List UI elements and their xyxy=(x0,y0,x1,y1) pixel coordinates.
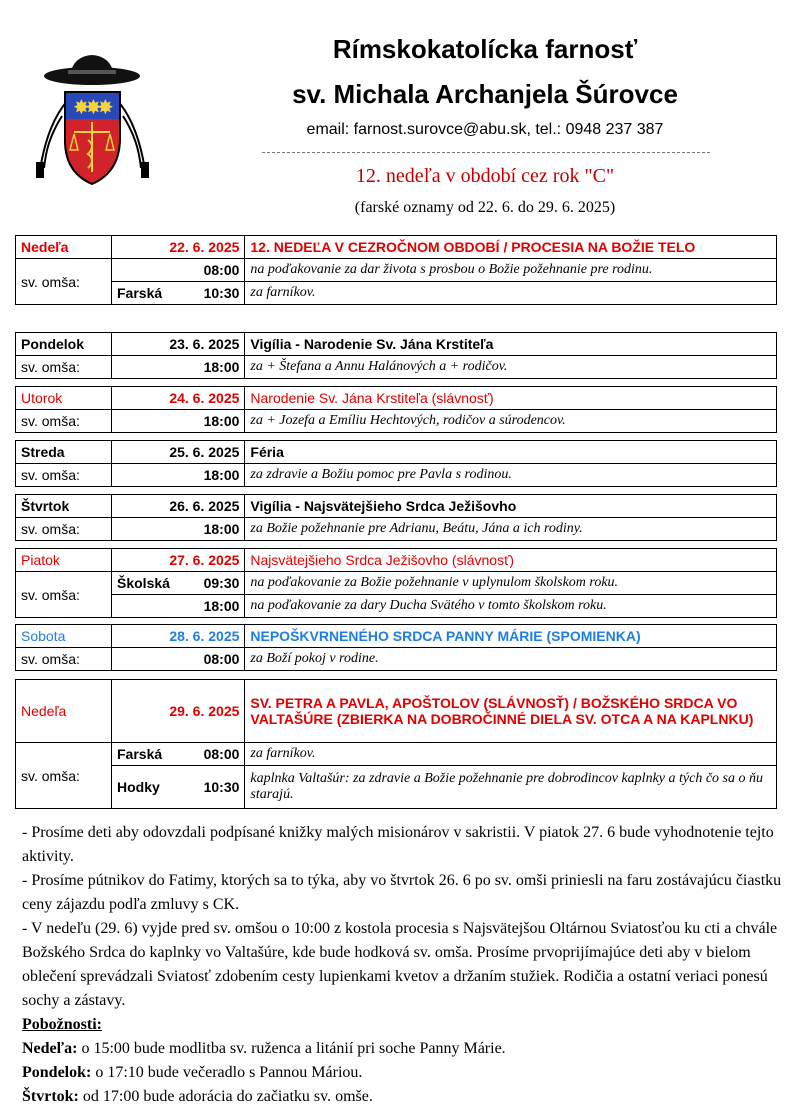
mass-label: sv. omša: xyxy=(16,410,112,433)
mass-intention: za farníkov. xyxy=(245,282,777,305)
day-feast: Narodenie Sv. Jána Krstiteľa (slávnosť) xyxy=(245,387,777,410)
mass-intention: za + Jozefa a Emíliu Hechtových, rodičov a súrodencov. xyxy=(245,410,777,433)
day-table-saturday xyxy=(15,624,777,671)
header-divider xyxy=(262,152,710,153)
day-table-tuesday xyxy=(15,386,777,433)
svg-text:✸: ✸ xyxy=(85,95,102,119)
mass-label: sv. omša: xyxy=(16,356,112,379)
devotion-line xyxy=(22,1085,782,1109)
mass-label: sv. omša: xyxy=(16,743,112,809)
devotion-text: o 17:10 bude večeradlo s Pannou Máriou. xyxy=(91,1064,363,1081)
day-date: 24. 6. 2025 xyxy=(112,387,245,410)
day-feast: NEPOŠKVRNENÉHO SRDCA PANNY MÁRIE (SPOMIENKA) xyxy=(245,625,777,648)
day-name: Nedeľa xyxy=(16,236,112,259)
day-feast: Féria xyxy=(245,441,777,464)
day-feast: 12. NEDEĽA V CEZROČNOM OBDOBÍ / PROCESIA NA BOŽIE TELO xyxy=(245,236,777,259)
mass-label: sv. omša: xyxy=(16,572,112,618)
devotion-day: Nedeľa: xyxy=(22,1040,78,1057)
devotion-text: o 15:00 bude modlitba sv. ruženca a litánií pri soche Panny Márie. xyxy=(77,1040,506,1057)
day-name: Utorok xyxy=(16,387,112,410)
svg-text:✸: ✸ xyxy=(97,95,114,119)
mass-time: 09:30 xyxy=(203,575,240,591)
parish-title: Rímskokatolícka farnosť xyxy=(332,34,638,64)
devotion-day: Štvrtok: xyxy=(22,1088,79,1105)
day-date: 25. 6. 2025 xyxy=(112,441,245,464)
day-table-wednesday xyxy=(15,440,777,487)
mass-place: Farská xyxy=(117,746,163,762)
announcements xyxy=(22,821,782,1109)
mass-intention: za Boží pokoj v rodine. xyxy=(245,648,777,671)
announcement-period: (farské oznamy od 22. 6. do 29. 6. 2025) xyxy=(354,199,616,216)
day-name: Sobota xyxy=(16,625,112,648)
day-name: Piatok xyxy=(16,549,112,572)
parish-crest-icon xyxy=(30,50,155,190)
devotion-line xyxy=(22,1061,782,1085)
day-date: 29. 6. 2025 xyxy=(112,680,245,743)
contact-line: email: farnost.surovce@abu.sk, tel.: 0948 237 387 xyxy=(306,121,664,138)
day-date: 22. 6. 2025 xyxy=(112,236,245,259)
day-table-monday xyxy=(15,332,777,379)
announcement-paragraph: - V nedeľu (29. 6) vyjde pred sv. omšou o 10:00 z kostola procesia s Najsvätejšou Oltárnou Sviatosťou ku cti a chvále Božského Srdca do kaplnky vo Valtašúre, kde bude hodková sv. omša. Prosíme prvoprijímajúce deti aby v bielom oblečení sprevádzali Sviatosť zdobením cesty lupienkami kvetov a držaním stužiek. Rodičia a ostatní veriaci ponesú sochy a zástavy. xyxy=(22,920,778,1009)
mass-intention: kaplnka Valtašúr: za zdravie a Božie požehnanie pre dobrodincov kaplnky a tých čo sa o ňu starajú. xyxy=(245,766,777,809)
devotion-text: od 17:00 bude adorácia do začiatku sv. omše. xyxy=(78,1088,373,1105)
mass-time: 18:00 xyxy=(112,464,245,487)
mass-label: sv. omša: xyxy=(16,259,112,305)
mass-time: 10:30 xyxy=(203,285,240,301)
mass-label: sv. omša: xyxy=(16,464,112,487)
day-name: Streda xyxy=(16,441,112,464)
day-name: Pondelok xyxy=(16,333,112,356)
mass-intention: za zdravie a Božiu pomoc pre Pavla s rodinou. xyxy=(245,464,777,487)
day-date: 28. 6. 2025 xyxy=(112,625,245,648)
mass-place: Farská xyxy=(117,285,163,301)
mass-time: 08:00 xyxy=(112,259,245,282)
day-table-friday xyxy=(15,548,777,618)
day-feast: SV. PETRA A PAVLA, APOŠTOLOV (SLÁVNOSŤ) / BOŽSKÉHO SRDCA VO VALTAŠÚRE (ZBIERKA NA DOBROČINNÉ DIELA SV. OTCA A NA KAPLNKU) xyxy=(245,680,777,743)
mass-intention: na poďakovanie za Božie požehnanie v uplynulom školskom roku. xyxy=(245,572,777,595)
sunday-title: 12. nedeľa v období cez rok "C" xyxy=(355,165,615,187)
mass-time: 18:00 xyxy=(112,595,245,618)
day-date: 26. 6. 2025 xyxy=(112,495,245,518)
parish-subtitle: sv. Michala Archanjela Šúrovce xyxy=(292,79,678,109)
day-table-sunday-2 xyxy=(15,679,777,809)
day-name: Štvrtok xyxy=(16,495,112,518)
mass-time: 18:00 xyxy=(112,356,245,379)
mass-place: Školská xyxy=(117,575,170,591)
mass-place: Hodky xyxy=(117,779,160,795)
devotion-line xyxy=(22,1037,782,1061)
mass-time: 08:00 xyxy=(112,648,245,671)
announcement-paragraph: - Prosíme deti aby odovzdali podpísané knižky malých misionárov v sakristii. V piatok 27. 6 bude vyhodnotenie tejto aktivity. xyxy=(22,824,774,865)
day-date: 27. 6. 2025 xyxy=(112,549,245,572)
mass-time: 18:00 xyxy=(112,518,245,541)
day-name: Nedeľa xyxy=(16,680,112,743)
day-feast: Vigília - Najsvätejšieho Srdca Ježišovho xyxy=(245,495,777,518)
mass-time: 08:00 xyxy=(203,746,240,762)
mass-time: 10:30 xyxy=(203,779,240,795)
day-table-thursday xyxy=(15,494,777,541)
mass-intention: na poďakovanie za dary Ducha Svätého v tomto školskom roku. xyxy=(245,595,777,618)
day-feast: Najsvätejšieho Srdca Ježišovho (slávnosť) xyxy=(245,549,777,572)
mass-intention: za + Štefana a Annu Halánových a + rodičov. xyxy=(245,356,777,379)
mass-intention: za farníkov. xyxy=(245,743,777,766)
mass-label: sv. omša: xyxy=(16,518,112,541)
svg-text:✸: ✸ xyxy=(73,95,90,119)
announcement-paragraph: - Prosíme pútnikov do Fatimy, ktorých sa to týka, aby vo štvrtok 26. 6 po sv. omši priniesli na faru zostávajúcu čiastku ceny zájazdu podľa zmluvy s CK. xyxy=(22,872,782,913)
day-feast: Vigília - Narodenie Sv. Jána Krstiteľa xyxy=(245,333,777,356)
devotion-day: Pondelok: xyxy=(22,1064,92,1081)
mass-label: sv. omša: xyxy=(16,648,112,671)
day-date: 23. 6. 2025 xyxy=(112,333,245,356)
mass-intention: za Božie požehnanie pre Adrianu, Beátu, Jána a ich rodiny. xyxy=(245,518,777,541)
devotions-heading: Pobožnosti: xyxy=(22,1016,102,1033)
mass-time: 18:00 xyxy=(112,410,245,433)
day-table-sunday-1 xyxy=(15,235,777,305)
mass-intention: na poďakovanie za dar života s prosbou o Božie požehnanie pre rodinu. xyxy=(245,259,777,282)
